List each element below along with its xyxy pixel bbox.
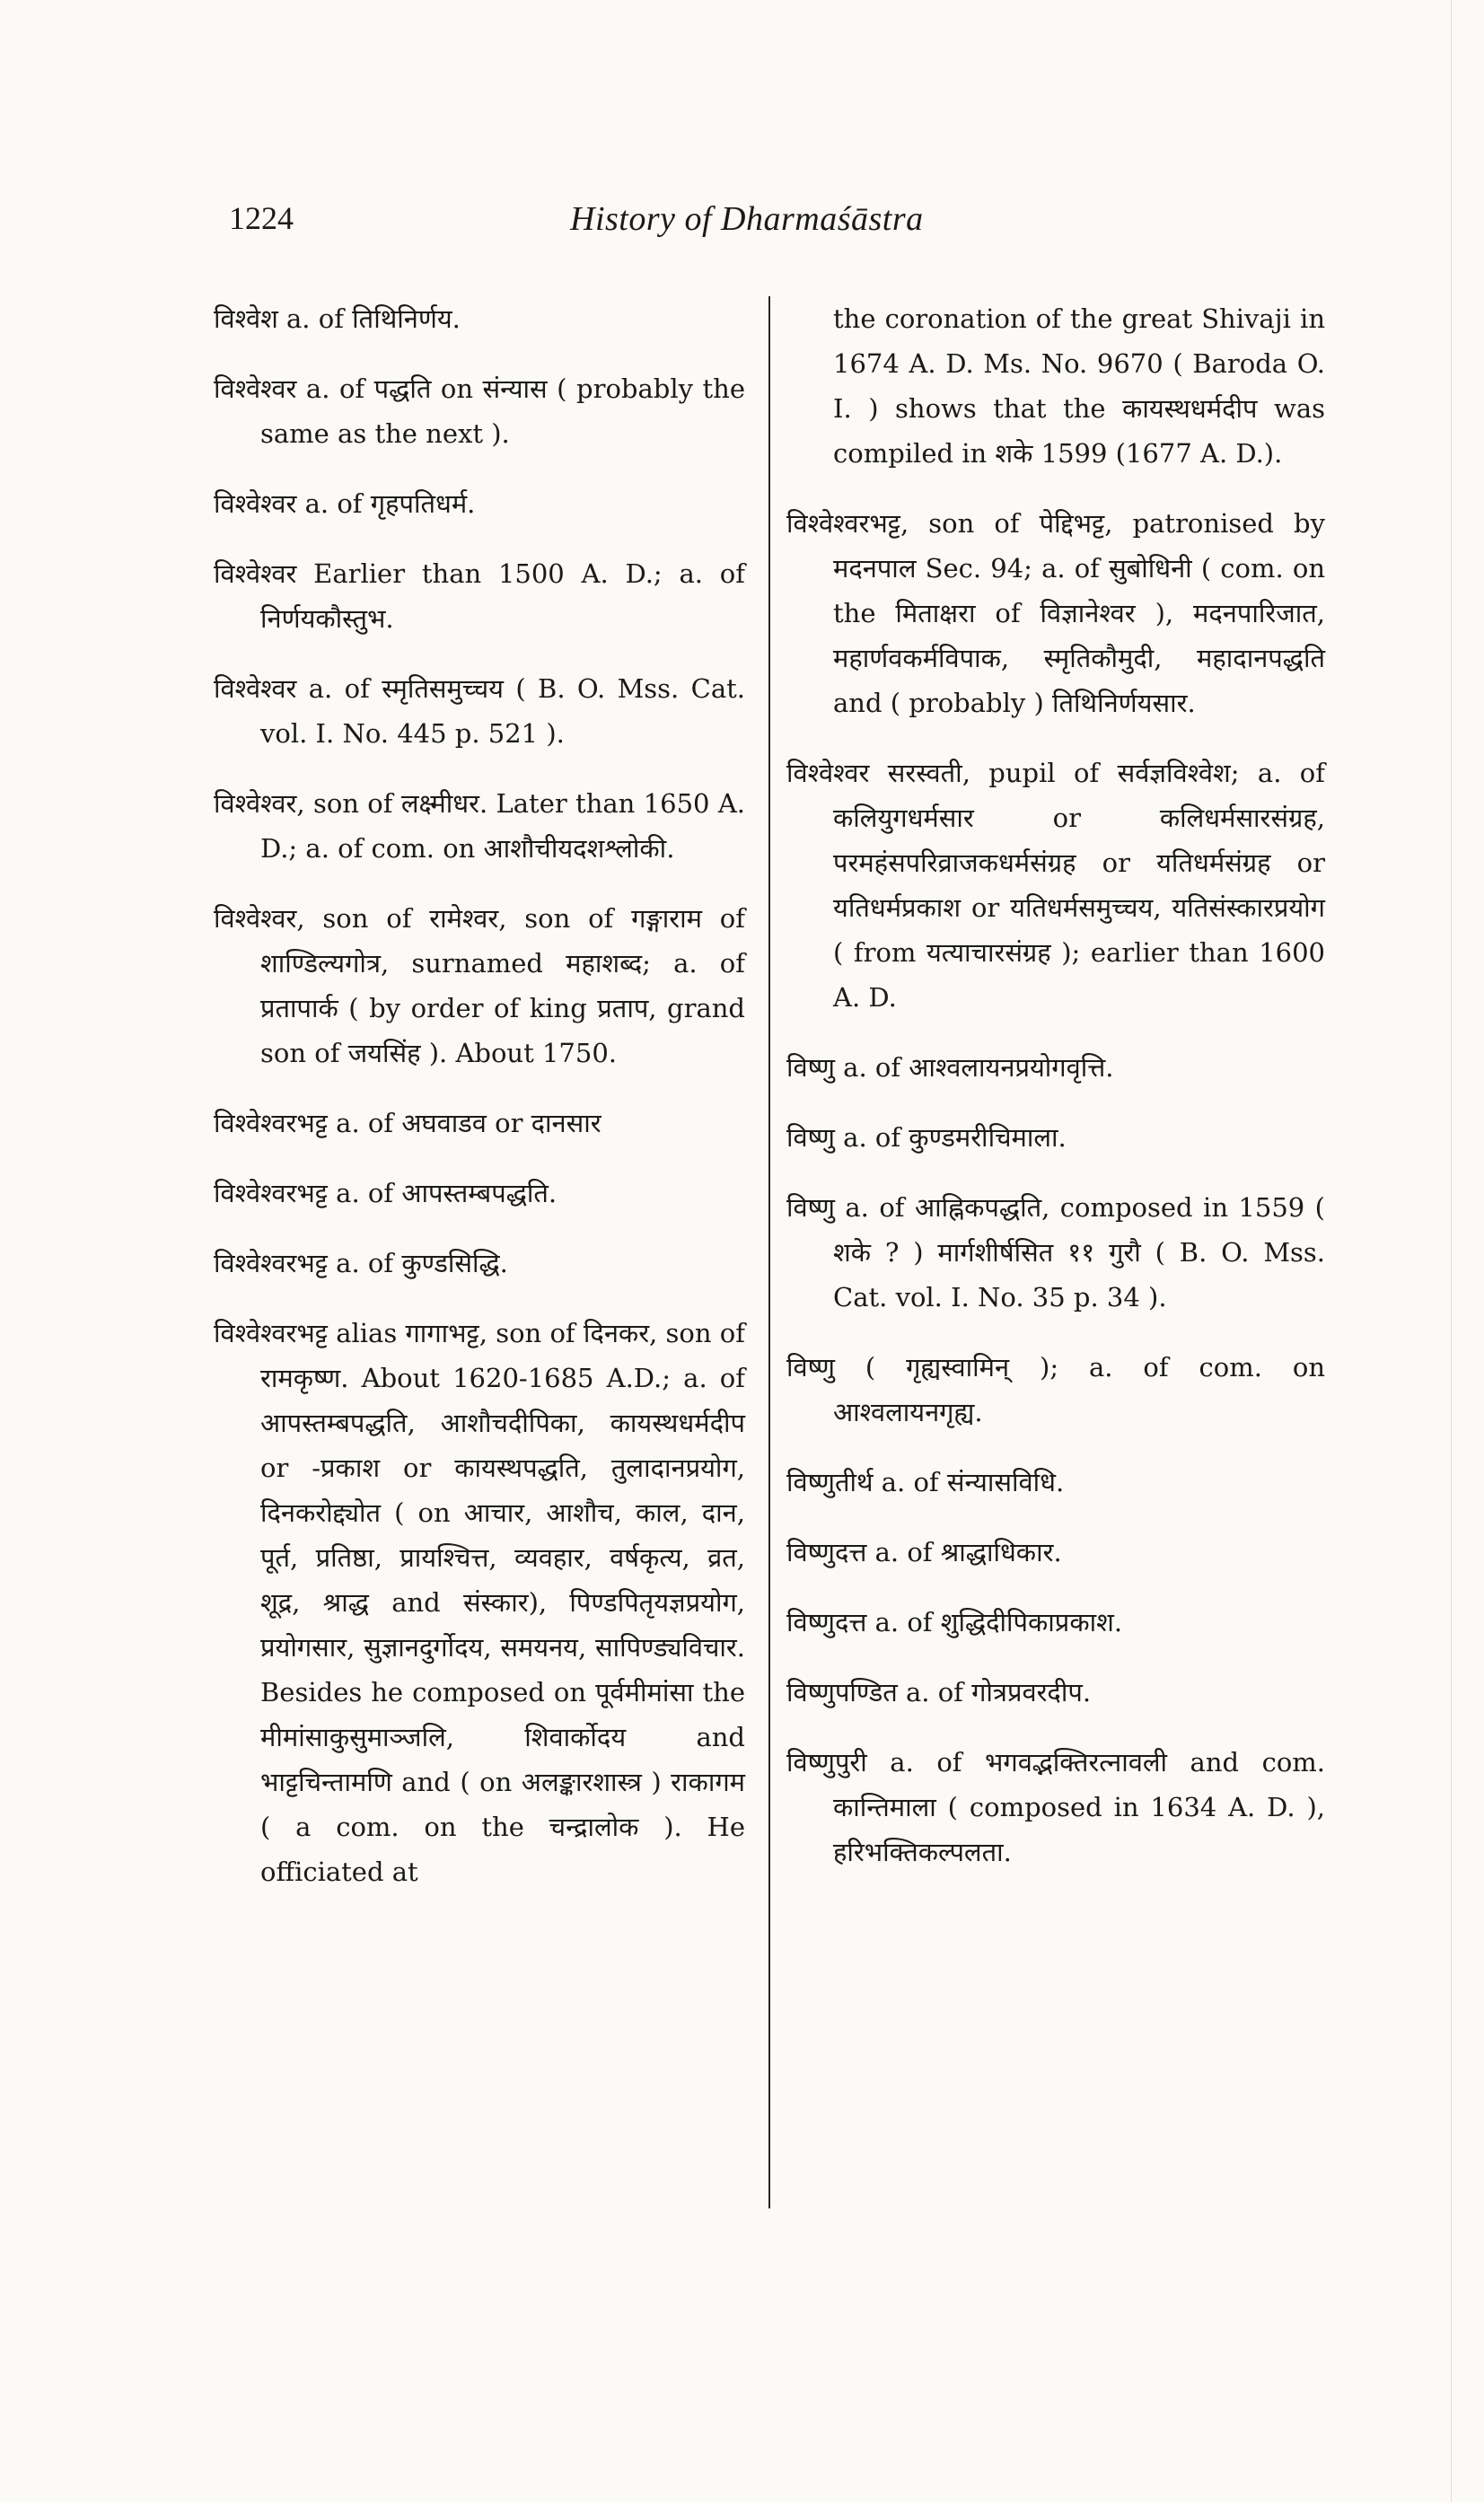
entry-vishveshvarabhatta-gagabhatta: विश्वेश्वरभट्ट alias गागाभट्ट, son of दिनकर, son of रामकृष्ण. About 1620-1685 A.D.; a. of आपस्तम्बपद्धति, आशौचदीपिका, कायस्थधर्मदीप or -प्रकाश or कायस्थपद्धति, तुलादानप्रयोग, दिनकरोद्द्योत ( on आचार, आशौच, काल, दान, पूर्त, प्रतिष्ठा, प्रायश्चित्त, व्यवहार, वर्षकृत्य, व्रत, शूद्र, श्राद्ध and संस्कार), पिण्डपितृयज्ञप्रयोग, प्रयोगसार, सुज्ञानदुर्गोदय, समयनय, सापिण्ड्यविचार. Besides he composed on पूर्वमीमांसा the मीमांसाकुसुमाञ्जलि, शिवार्कोदय and भाट्टचिन्तामणि and ( on अलङ्कारशास्त्र ) राकागम ( a com. on the चन्द्रालोक ). He officiated at — [214, 1318, 745, 1887]
running-title: History of Dharmaśāstra — [570, 200, 924, 238]
entry-vishnupandita: विष्णुपण्डित a. of गोत्रप्रवरदीप. — [786, 1677, 1092, 1708]
page-number: 1224 — [229, 200, 294, 236]
column-divider — [768, 296, 770, 2208]
right-column — [786, 296, 1325, 1900]
entry-continuation-shivaji: the coronation of the great Shivaji in 1674 A. D. Ms. No. 9670 ( Baroda O. I. ) shows that the कायस्थधर्मदीप was compiled in शके 1599 (1677 A. D.). — [833, 303, 1325, 469]
entry-vishveshvarabhatta-son-of-peddibhatta: विश्वेश्वरभट्ट, son of पेद्दिभट्ट, patronised by मदनपाल Sec. 94; a. of सुबोधिनी ( com. on the मिताक्षरा of विज्ञानेश्वर ), मदनपारिजात, महार्णवकर्मविपाक, स्मृतिकौमुदी, महादानपद्धति and ( probably ) तिथिनिर्णयसार. — [786, 508, 1325, 718]
scan-edge-line — [1451, 0, 1452, 2502]
entry-vishveshvara-sarasvati: विश्वेश्वर सरस्वती, pupil of सर्वज्ञविश्वेश; a. of कलियुगधर्मसार or कलिधर्मसारसंग्रह, परमहंसपरिव्राजकधर्मसंग्रह or यतिधर्मसंग्रह or यतिधर्मप्रकाश or यतिधर्मसमुच्चय, यतिसंस्कारप्रयोग ( from यत्याचारसंग्रह ); earlier than 1600 A. D. — [786, 758, 1325, 1013]
entry-vishnu-ashvalayana: विष्णु a. of आश्वलायनप्रयोगवृत्ति. — [786, 1052, 1114, 1083]
entry-vishnu-kundamarichimala: विष्णु a. of कुण्डमरीचिमाला. — [786, 1122, 1067, 1153]
entry-vishveshvarabhatta-apastamba: विश्वेश्वरभट्ट a. of आपस्तम्बपद्धति. — [214, 1178, 558, 1208]
entry-vishvesha-tithinirnaya: विश्वेश a. of तिथिनिर्णय. — [214, 303, 461, 334]
entry-vishnutirtha: विष्णुतीर्थ a. of संन्यासविधि. — [786, 1467, 1065, 1497]
entry-vishnudatta-shraddhadhikara: विष्णुदत्त a. of श्राद्धाधिकार. — [786, 1537, 1062, 1567]
entry-vishnupuri: विष्णुपुरी a. of भगवद्भक्तिरत्नावली and com. कान्तिमाला ( composed in 1634 A. D. ), हरिभक्तिकल्पलता. — [786, 1747, 1325, 1867]
entry-vishnu-grihyasvamin: विष्णु ( गृह्यस्वामिन् ); a. of com. on आश्वलायनगृह्य. — [786, 1352, 1325, 1427]
entry-vishveshvara-paddhati: विश्वेश्वर a. of पद्धति on संन्यास ( probably the same as the next ). — [214, 373, 745, 449]
entry-vishveshvarabhatta-kundasiddhi: विश्वेश्वरभट्ट a. of कुण्डसिद्धि. — [214, 1248, 508, 1278]
entry-vishveshvara-smritisamuccaya: विश्वेश्वर a. of स्मृतिसमुच्चय ( B. O. Mss. Cat. vol. I. No. 445 p. 521 ). — [214, 673, 745, 749]
entry-vishveshvarabhatta-daanasaara: विश्वेश्वरभट्ट a. of अघवाडव or दानसार — [214, 1108, 602, 1138]
entry-vishveshvara-nirnayakaustubha: विश्वेश्वर Earlier than 1500 A. D.; a. of निर्णयकौस्तुभ. — [214, 558, 745, 634]
left-column — [214, 296, 745, 1919]
entry-vishnu-ahnikapaddhati: विष्णु a. of आह्निकपद्धति, composed in 1559 ( शके ? ) मार्गशीर्षसित ११ गुरौ ( B. O. Mss. Cat. vol. I. No. 35 p. 34 ). — [786, 1192, 1325, 1312]
entry-vishnudatta-shuddhidipika: विष्णुदत्त a. of शुद्धिदीपिकाप्रकाश. — [786, 1607, 1123, 1637]
entry-vishveshvara-grihapatidharma: विश्वेश्वर a. of गृहपतिधर्म. — [214, 488, 476, 519]
page-header — [229, 199, 1252, 253]
entry-vishveshvara-son-of-lakshmidhara: विश्वेश्वर, son of लक्ष्मीधर. Later than 1650 A. D.; a. of com. on आशौचीयदशश्लोकी. — [214, 788, 745, 864]
entry-vishveshvara-son-of-rameshvara: विश्वेश्वर, son of रामेश्वर, son of गङ्गाराम of शाण्डिल्यगोत्र, surnamed महाशब्द; a. of प्रतापार्क ( by order of king प्रताप, grand son of जयसिंह ). About 1750. — [214, 903, 745, 1068]
